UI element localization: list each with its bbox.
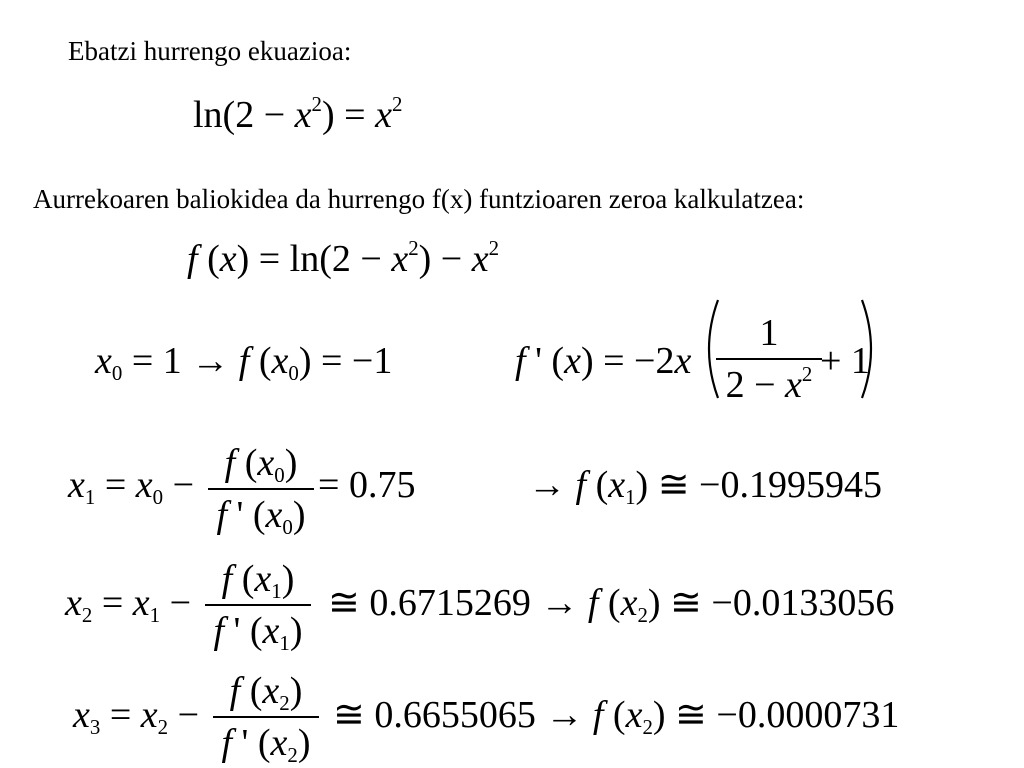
it2-arrow: → [530,582,588,624]
it3-prev: x [140,694,158,736]
fdef-exp2: 2 [488,236,500,261]
it1-den-x: x [265,494,283,536]
main-eq-rhs-var: x [375,94,392,136]
it1-x: x [68,464,85,506]
it3-res-f: f [592,694,604,736]
iteration-1-result: → f (x1) ≅ −0.1995945 [528,464,882,510]
deriv-den-exp: 2 [801,362,813,387]
deriv-f: f [515,340,526,382]
it3-value: 0.6655065 [374,694,536,736]
fdef-mid2: ) − [418,238,472,280]
it3-prev-sub: 2 [157,715,169,740]
it1-den-f: f [216,494,228,536]
it1-den-prime: ' ( [227,494,266,536]
deriv-num: 1 [759,312,779,354]
it3-sub: 3 [89,715,101,740]
it2-x: x [65,582,82,624]
it3-minus: − [168,694,200,736]
it3-den-sub: 2 [287,743,298,768]
deriv-den-var: x [785,364,802,406]
it2-res-rel: ≅ [660,582,712,624]
iteration-3-fraction: f (x2) f ' (x2) [213,672,319,762]
it2-res-x: x [620,582,638,624]
it1-num-x: x [257,442,275,484]
deriv-x2: x [674,340,692,382]
deriv-prime: ' ( [525,340,565,382]
it3-num-sub: 2 [279,691,290,716]
it3-den-x: x [270,722,288,764]
deriv-den [716,360,822,404]
it3-x: x [73,694,90,736]
iteration-1-fraction: f (x0) f ' (x0) [208,444,314,534]
it1-prev: x [135,464,153,506]
it2-num-sub: 1 [271,579,282,604]
init-open: ( [249,340,272,382]
iteration-2-value: ≅ 0.6715269 → f (x2) ≅ −0.0133056 [328,582,895,628]
deriv-right-paren [858,298,882,400]
intro2-text: Aurrekoaren baliokidea da hurrengo f(x) funtzioaren zeroa kalkulatzea: [33,184,805,214]
it2-prev: x [132,582,150,624]
it3-eq: = [100,694,141,736]
it2-eq: = [92,582,133,624]
main-eq-lhs-prefix: ln(2 − [193,94,295,136]
deriv-x: x [564,340,581,382]
it3-res-x: x [625,694,643,736]
derivative-equation [515,316,692,382]
it2-num-x: x [254,558,272,600]
it2-res-sub: 2 [637,603,648,628]
it3-den-f: f [221,722,233,764]
initial-value [95,340,393,386]
it2-res-value: −0.0133056 [711,582,895,624]
it1-value-rel: = [318,464,349,506]
main-eq-rhs-exp: 2 [391,92,403,117]
iteration-1-value [318,466,415,504]
it3-res-sub: 2 [642,715,653,740]
fdef-x3: x [471,238,489,280]
iteration-2-lhs [65,582,192,628]
it2-res-f: f [587,582,599,624]
it2-den-prime: ' ( [224,610,263,652]
it1-minus: − [163,464,195,506]
fdef-x2: x [391,238,409,280]
it1-num-f: f [224,442,236,484]
fdef-x: x [219,238,237,280]
it1-value: 0.75 [348,464,416,506]
init-close: ) = −1 [298,340,393,382]
main-eq-lhs-suffix: ) = [321,94,376,136]
iteration-2-fraction: f (x1) f ' (x1) [205,560,311,650]
it2-sub: 2 [81,603,93,628]
it1-sub: 1 [84,485,96,510]
deriv-den-prefix: 2 − [725,364,786,406]
init-f: f [238,340,250,382]
deriv-eq: ) = −2 [580,340,675,382]
init-x: x [95,340,112,382]
it3-num-f: f [229,670,241,712]
it3-res-value: −0.0000731 [716,694,900,736]
it1-num-sub: 0 [274,463,285,488]
fdef-open: ( [197,238,220,280]
it1-res-value: −0.1995945 [699,464,882,506]
intro-text: Ebatzi hurrengo ekuazioa: [68,36,352,66]
function-definition [187,236,500,280]
it2-den-sub: 1 [279,631,290,656]
init-x2: x [271,340,289,382]
fdef-f: f [187,238,198,280]
iteration-1-lhs [68,464,195,510]
it1-res-sub: 1 [625,485,636,510]
deriv-fraction [716,314,822,404]
it2-num-f: f [221,558,233,600]
init-eq1: = 1 → [122,340,239,382]
main-eq-var: x [294,94,312,136]
iteration-3-value: ≅ 0.6655065 → f (x2) ≅ −0.0000731 [333,694,900,740]
deriv-tail: + 1 [820,340,870,382]
main-eq-exp: 2 [311,92,322,117]
fdef-mid: ) = ln(2 − [236,238,392,280]
it3-value-rel: ≅ [333,694,375,736]
fdef-exp1: 2 [408,236,419,261]
main-equation [193,92,403,136]
it3-num-x: x [262,670,280,712]
it1-den-sub: 0 [282,515,293,540]
it3-den-prime: ' ( [232,722,271,764]
it1-eq: = [95,464,136,506]
init-sub: 0 [111,361,123,386]
it3-arrow: → [535,694,593,736]
it1-res-rel: ≅ [648,464,700,506]
iteration-3-lhs [73,694,200,740]
it1-prev-sub: 0 [152,485,164,510]
it3-res-rel: ≅ [665,694,717,736]
it2-den-x: x [262,610,280,652]
it1-arrow: → [528,464,576,506]
it2-den-f: f [213,610,225,652]
it1-res-x: x [608,464,626,506]
init-sub2: 0 [288,361,299,386]
it1-res-f: f [575,464,587,506]
it2-value-rel: ≅ [328,582,370,624]
it2-prev-sub: 1 [149,603,161,628]
it2-minus: − [160,582,192,624]
it2-value: 0.6715269 [369,582,531,624]
